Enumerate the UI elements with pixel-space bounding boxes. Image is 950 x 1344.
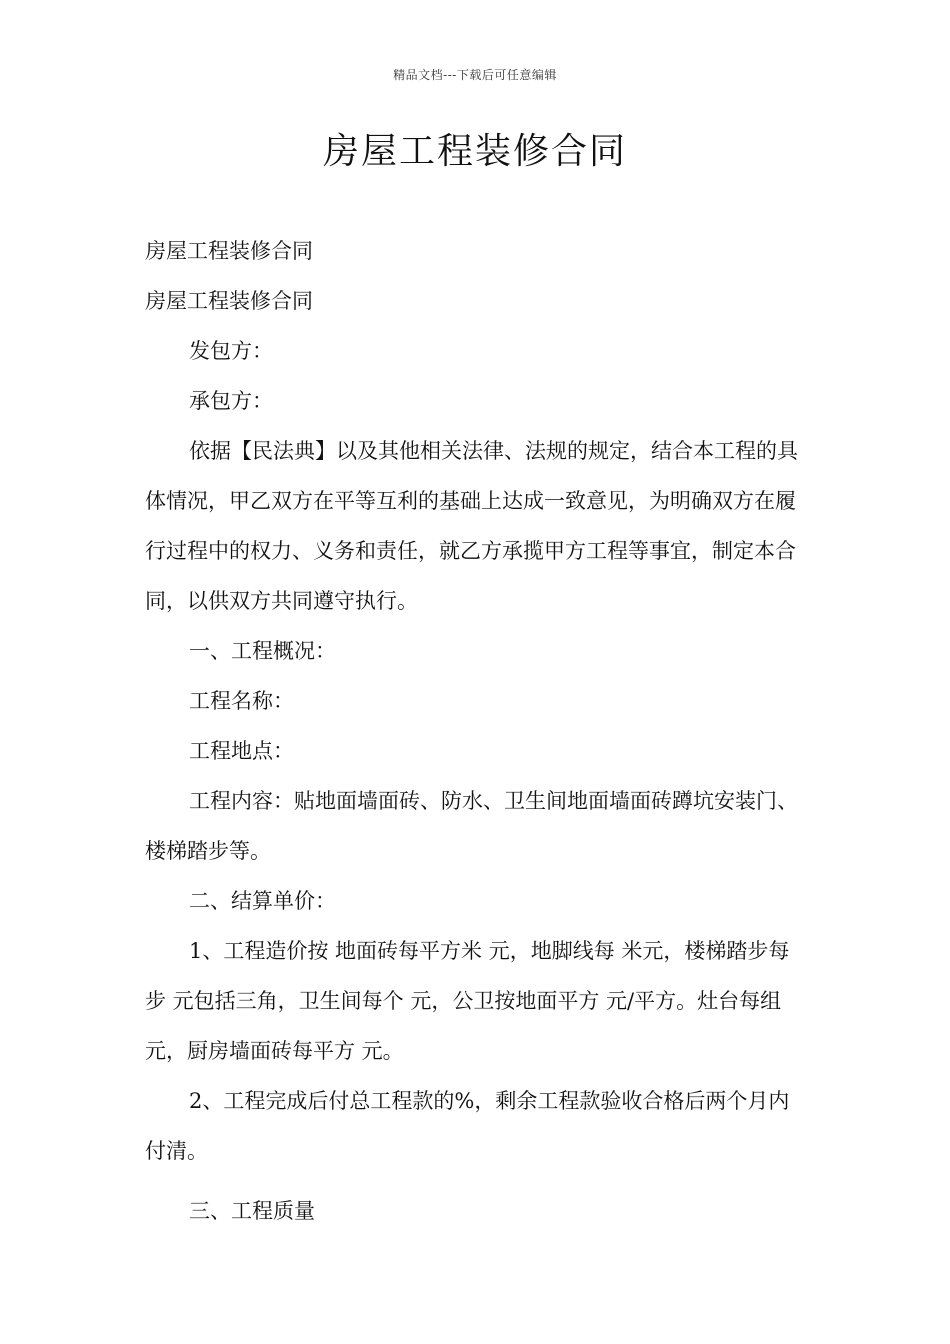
paragraph: 1、工程造价按 地面砖每平方米 元，地脚线每 米元，楼梯踏步每步 元包括三角，卫生间每个 元，公卫按地面平方 元/平方。灶台每组 元，厨房墙面砖每平方 元。 [145, 939, 790, 1063]
paragraph: 工程地点： [189, 739, 294, 763]
header-note: 精品文档---下载后可任意编辑 [393, 68, 557, 82]
paragraph: 三、工程质量 [189, 1199, 315, 1223]
paragraph: 二、结算单价： [189, 889, 336, 913]
paragraph: 发包方： [189, 339, 273, 363]
paragraph: 房屋工程装修合同 [145, 289, 313, 313]
paragraph: 工程内容：贴地面墙面砖、防水、卫生间地面墙面砖蹲坑安装门、楼梯踏步等。 [145, 789, 798, 863]
document-title: 房屋工程装修合同 [322, 131, 627, 172]
paragraph: 房屋工程装修合同 [145, 239, 313, 263]
paragraph: 承包方： [189, 389, 273, 413]
document-body [145, 226, 810, 1236]
paragraph: 一、工程概况： [189, 639, 336, 663]
paragraph: 工程名称： [189, 689, 294, 713]
paragraph: 2、工程完成后付总工程款的%，剩余工程款验收合格后两个月内付清。 [145, 1089, 790, 1163]
paragraph: 依据【民法典】以及其他相关法律、法规的规定，结合本工程的具体情况，甲乙双方在平等互利的基础上达成一致意见，为明确双方在履行过程中的权力、义务和责任，就乙方承揽甲方工程等事宜，制定本合同，以供双方共同遵守执行。 [145, 439, 798, 613]
